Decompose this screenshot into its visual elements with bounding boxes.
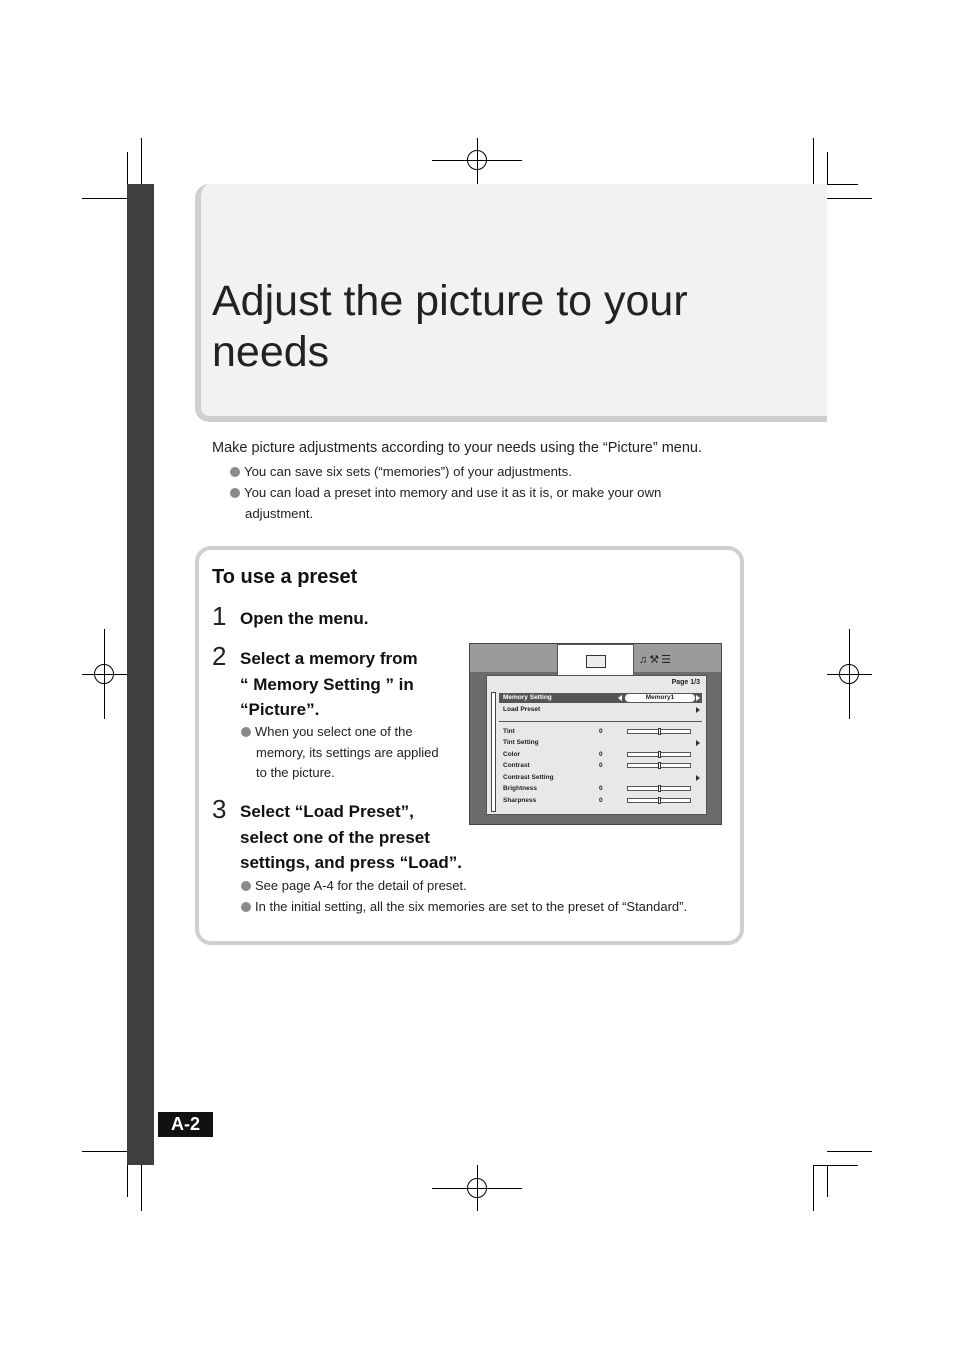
scrollbar[interactable]	[491, 692, 496, 812]
menu-panel	[486, 675, 707, 815]
arrow-right-icon[interactable]	[696, 695, 700, 701]
menu-item-tint[interactable]: Tint 0	[499, 727, 702, 737]
bullet-icon	[241, 881, 251, 891]
bullet-icon	[241, 727, 251, 737]
step-number: 1	[212, 601, 227, 631]
menu-item-tint-setting[interactable]: Tint Setting	[499, 738, 702, 748]
contrast-slider[interactable]	[627, 763, 691, 768]
menu-item-contrast-setting[interactable]: Contrast Setting	[499, 773, 702, 783]
menu-divider	[499, 721, 702, 722]
slider-knob[interactable]	[658, 797, 661, 804]
bullet-icon	[230, 488, 240, 498]
intro-bullet: You can load a preset into memory and use it as it is, or make your own	[230, 482, 661, 503]
intro-bullet: You can save six sets (“memories”) of your adjustments.	[230, 461, 572, 482]
menu-item-color[interactable]: Color 0	[499, 750, 702, 760]
arrow-right-icon	[696, 775, 700, 781]
slider-knob[interactable]	[658, 762, 661, 769]
bullet-icon	[230, 467, 240, 477]
bullet-icon	[241, 902, 251, 912]
menu-item-load-preset[interactable]: Load Preset	[499, 705, 702, 715]
menu-item-brightness[interactable]: Brightness 0	[499, 784, 702, 794]
arrow-right-icon	[696, 740, 700, 746]
menu-item-memory-setting[interactable]: Memory Setting Memory1	[499, 693, 702, 703]
music-icon[interactable]: ♫	[639, 654, 650, 666]
menu-tab-icons	[639, 653, 673, 666]
section-heading: To use a preset	[212, 566, 358, 588]
slider-knob[interactable]	[658, 751, 661, 758]
menu-item-contrast[interactable]: Contrast 0	[499, 761, 702, 771]
arrow-right-icon	[696, 707, 700, 713]
step-note: See page A-4 for the detail of preset. In the initial setting, all the six memories are set to the preset of “Standard”.	[241, 875, 687, 917]
page-title: Adjust the picture to your needs	[212, 277, 688, 376]
settings-icon[interactable]: ☰	[661, 654, 673, 666]
tv-picture-icon	[586, 655, 606, 668]
memory-value: Memory1	[625, 694, 695, 702]
sharpness-slider[interactable]	[627, 798, 691, 803]
slider-knob[interactable]	[658, 785, 661, 792]
step-note: When you select one of the memory, its settings are applied to the picture.	[241, 722, 439, 784]
step-text: Open the menu.	[240, 609, 369, 628]
step-text: Select a memory from “ Memory Setting ” in “Picture”.	[240, 649, 418, 719]
menu-item-sharpness[interactable]: Sharpness 0	[499, 796, 702, 806]
intro-bullet-continuation: adjustment.	[245, 506, 314, 521]
side-bar	[127, 184, 154, 1165]
tools-icon[interactable]: ⚒	[649, 654, 662, 666]
color-slider[interactable]	[627, 752, 691, 757]
intro-text: Make picture adjustments according to your needs using the “Picture” menu.	[212, 440, 703, 456]
step-number: 2	[212, 641, 227, 671]
menu-screenshot	[469, 643, 722, 825]
page-indicator: Page 1/3	[671, 679, 700, 686]
slider-knob[interactable]	[658, 728, 661, 735]
step-text: Select “Load Preset”, select one of the preset settings, and press “Load”.	[240, 802, 462, 872]
page-number: A-2	[158, 1112, 213, 1137]
arrow-left-icon[interactable]	[618, 695, 622, 701]
step-number: 3	[212, 794, 227, 824]
tint-slider[interactable]	[627, 729, 691, 734]
brightness-slider[interactable]	[627, 786, 691, 791]
